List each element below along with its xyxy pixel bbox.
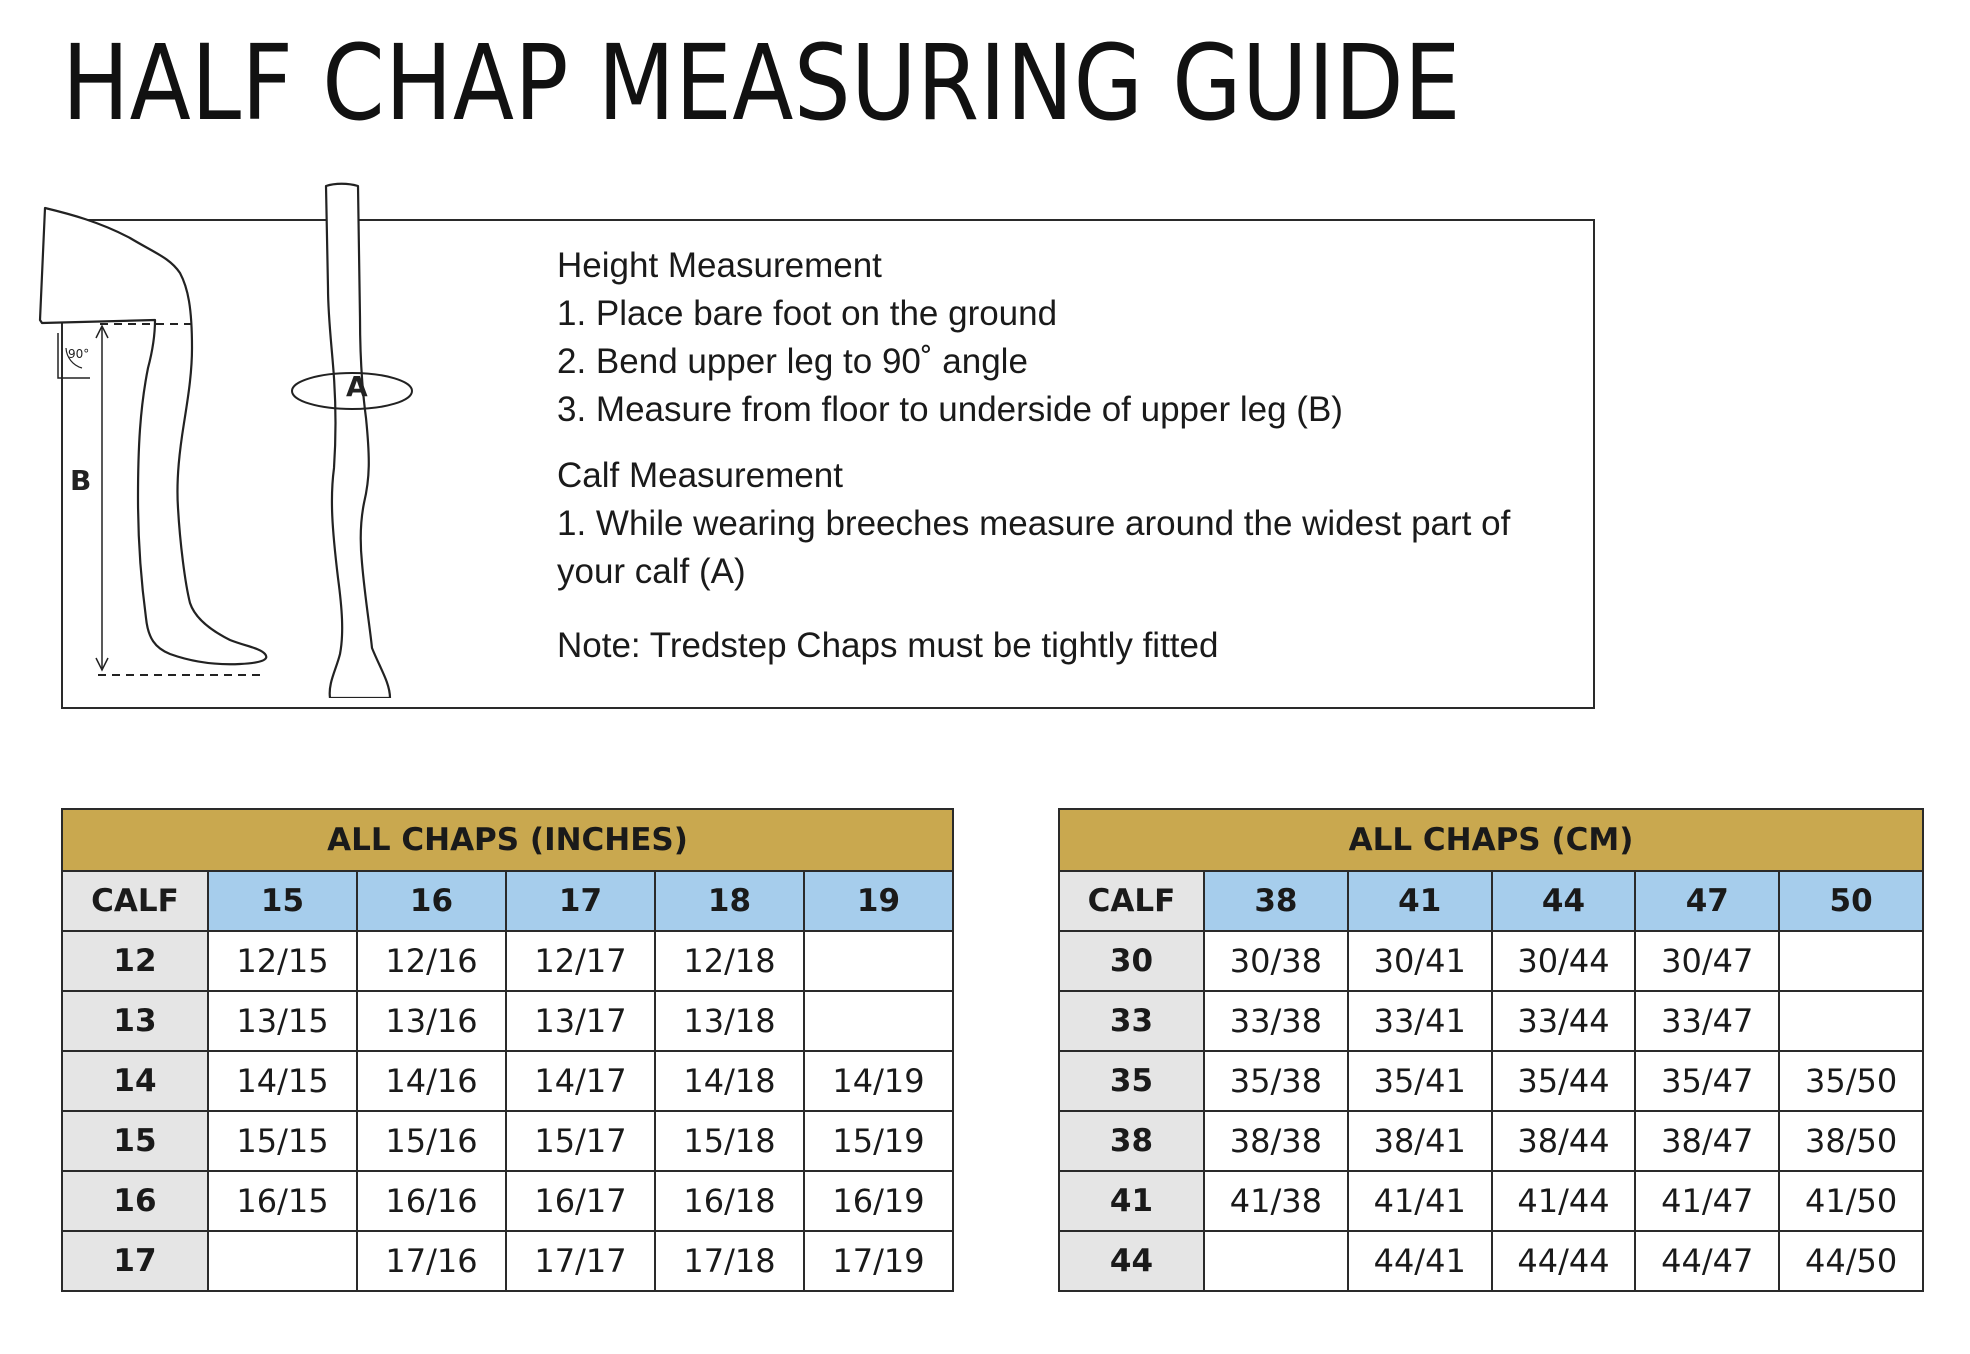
size-column-header: 19 (804, 871, 953, 931)
table-row (62, 1111, 953, 1171)
size-cell: 15/19 (804, 1111, 953, 1171)
size-cell: 38/47 (1635, 1111, 1779, 1171)
size-column-header: 17 (506, 871, 655, 931)
size-cell (1204, 1231, 1348, 1291)
calf-size-cell: 13 (62, 991, 208, 1051)
table-row (1059, 931, 1923, 991)
size-cell: 17/16 (357, 1231, 506, 1291)
size-cell: 38/38 (1204, 1111, 1348, 1171)
table-row (62, 1051, 953, 1111)
size-cell: 33/47 (1635, 991, 1779, 1051)
calf-size-cell: 17 (62, 1231, 208, 1291)
size-cell (1779, 931, 1923, 991)
size-cell: 41/44 (1492, 1171, 1636, 1231)
calf-size-cell: 44 (1059, 1231, 1204, 1291)
label-b: B (70, 464, 92, 497)
size-cell: 14/17 (506, 1051, 655, 1111)
size-cell: 16/15 (208, 1171, 357, 1231)
size-cell: 14/15 (208, 1051, 357, 1111)
size-cell: 15/18 (655, 1111, 804, 1171)
calf-heading: Calf Measurement (557, 456, 843, 495)
size-cell: 12/18 (655, 931, 804, 991)
size-cell: 12/15 (208, 931, 357, 991)
size-cell: 16/16 (357, 1171, 506, 1231)
calf-size-cell: 16 (62, 1171, 208, 1231)
table-row (62, 931, 953, 991)
size-cell: 44/47 (1635, 1231, 1779, 1291)
leg-measurement-diagram (30, 178, 470, 698)
angle-label: 90° (68, 347, 90, 361)
table-row (1059, 1111, 1923, 1171)
size-cell (208, 1231, 357, 1291)
size-column-header: 41 (1348, 871, 1492, 931)
table-caption: ALL CHAPS (CM) (1059, 809, 1923, 871)
size-column-header: 16 (357, 871, 506, 931)
calf-size-cell: 14 (62, 1051, 208, 1111)
size-column-header: 15 (208, 871, 357, 931)
size-cell: 41/47 (1635, 1171, 1779, 1231)
size-cell: 14/19 (804, 1051, 953, 1111)
size-cell: 35/47 (1635, 1051, 1779, 1111)
size-cell: 15/16 (357, 1111, 506, 1171)
size-column-header: 18 (655, 871, 804, 931)
size-column-header: 38 (1204, 871, 1348, 931)
size-column-header: 47 (1635, 871, 1779, 931)
size-cell: 35/41 (1348, 1051, 1492, 1111)
height-step-3: 3. Measure from floor to underside of upper leg (B) (557, 390, 1343, 429)
size-cell: 30/41 (1348, 931, 1492, 991)
size-table-cm (1058, 808, 1924, 1292)
size-cell: 13/18 (655, 991, 804, 1051)
table-row (62, 991, 953, 1051)
size-cell: 17/17 (506, 1231, 655, 1291)
front-leg-outline (326, 184, 390, 698)
size-cell: 44/41 (1348, 1231, 1492, 1291)
size-cell: 15/17 (506, 1111, 655, 1171)
size-cell: 33/38 (1204, 991, 1348, 1051)
table-row (1059, 1171, 1923, 1231)
calf-step-1: 1. While wearing breeches measure around the widest part of your calf (A) (557, 504, 1511, 591)
size-column-header: 44 (1492, 871, 1636, 931)
size-column-header: 50 (1779, 871, 1923, 931)
size-cell: 16/19 (804, 1171, 953, 1231)
height-heading: Height Measurement (557, 246, 882, 285)
size-cell: 16/17 (506, 1171, 655, 1231)
size-cell: 13/17 (506, 991, 655, 1051)
size-cell: 38/44 (1492, 1111, 1636, 1171)
height-step-2: 2. Bend upper leg to 90˚ angle (557, 342, 1028, 381)
size-cell: 17/18 (655, 1231, 804, 1291)
size-cell: 17/19 (804, 1231, 953, 1291)
table-row (1059, 991, 1923, 1051)
size-cell: 44/50 (1779, 1231, 1923, 1291)
size-cell: 30/44 (1492, 931, 1636, 991)
size-cell (804, 931, 953, 991)
calf-size-cell: 38 (1059, 1111, 1204, 1171)
calf-size-cell: 15 (62, 1111, 208, 1171)
size-cell: 16/18 (655, 1171, 804, 1231)
size-cell: 33/41 (1348, 991, 1492, 1051)
table-caption: ALL CHAPS (INCHES) (62, 809, 953, 871)
page-title: HALF CHAP MEASURING GUIDE (62, 22, 1461, 144)
size-cell: 38/41 (1348, 1111, 1492, 1171)
size-cell: 15/15 (208, 1111, 357, 1171)
size-cell: 30/38 (1204, 931, 1348, 991)
calf-size-cell: 33 (1059, 991, 1204, 1051)
size-cell: 14/18 (655, 1051, 804, 1111)
size-cell: 12/17 (506, 931, 655, 991)
size-cell: 44/44 (1492, 1231, 1636, 1291)
size-cell: 41/50 (1779, 1171, 1923, 1231)
table-row (1059, 1231, 1923, 1291)
size-cell: 30/47 (1635, 931, 1779, 991)
calf-column-header: CALF (62, 871, 208, 931)
fit-note: Note: Tredstep Chaps must be tightly fitted (557, 626, 1219, 665)
size-cell: 35/44 (1492, 1051, 1636, 1111)
size-cell (804, 991, 953, 1051)
calf-column-header: CALF (1059, 871, 1204, 931)
size-cell: 14/16 (357, 1051, 506, 1111)
side-leg-outline (40, 208, 266, 664)
size-cell: 13/16 (357, 991, 506, 1051)
size-cell: 12/16 (357, 931, 506, 991)
table-row (62, 1171, 953, 1231)
size-cell (1779, 991, 1923, 1051)
size-cell: 35/38 (1204, 1051, 1348, 1111)
size-cell: 41/38 (1204, 1171, 1348, 1231)
size-cell: 13/15 (208, 991, 357, 1051)
measurement-instructions (557, 242, 1587, 670)
size-cell: 41/41 (1348, 1171, 1492, 1231)
table-row (62, 1231, 953, 1291)
height-step-1: 1. Place bare foot on the ground (557, 294, 1058, 333)
calf-size-cell: 35 (1059, 1051, 1204, 1111)
size-cell: 38/50 (1779, 1111, 1923, 1171)
size-cell: 35/50 (1779, 1051, 1923, 1111)
table-row (1059, 1051, 1923, 1111)
label-a: A (346, 370, 368, 403)
size-table-inches (61, 808, 954, 1292)
calf-size-cell: 30 (1059, 931, 1204, 991)
calf-size-cell: 41 (1059, 1171, 1204, 1231)
size-cell: 33/44 (1492, 991, 1636, 1051)
calf-size-cell: 12 (62, 931, 208, 991)
